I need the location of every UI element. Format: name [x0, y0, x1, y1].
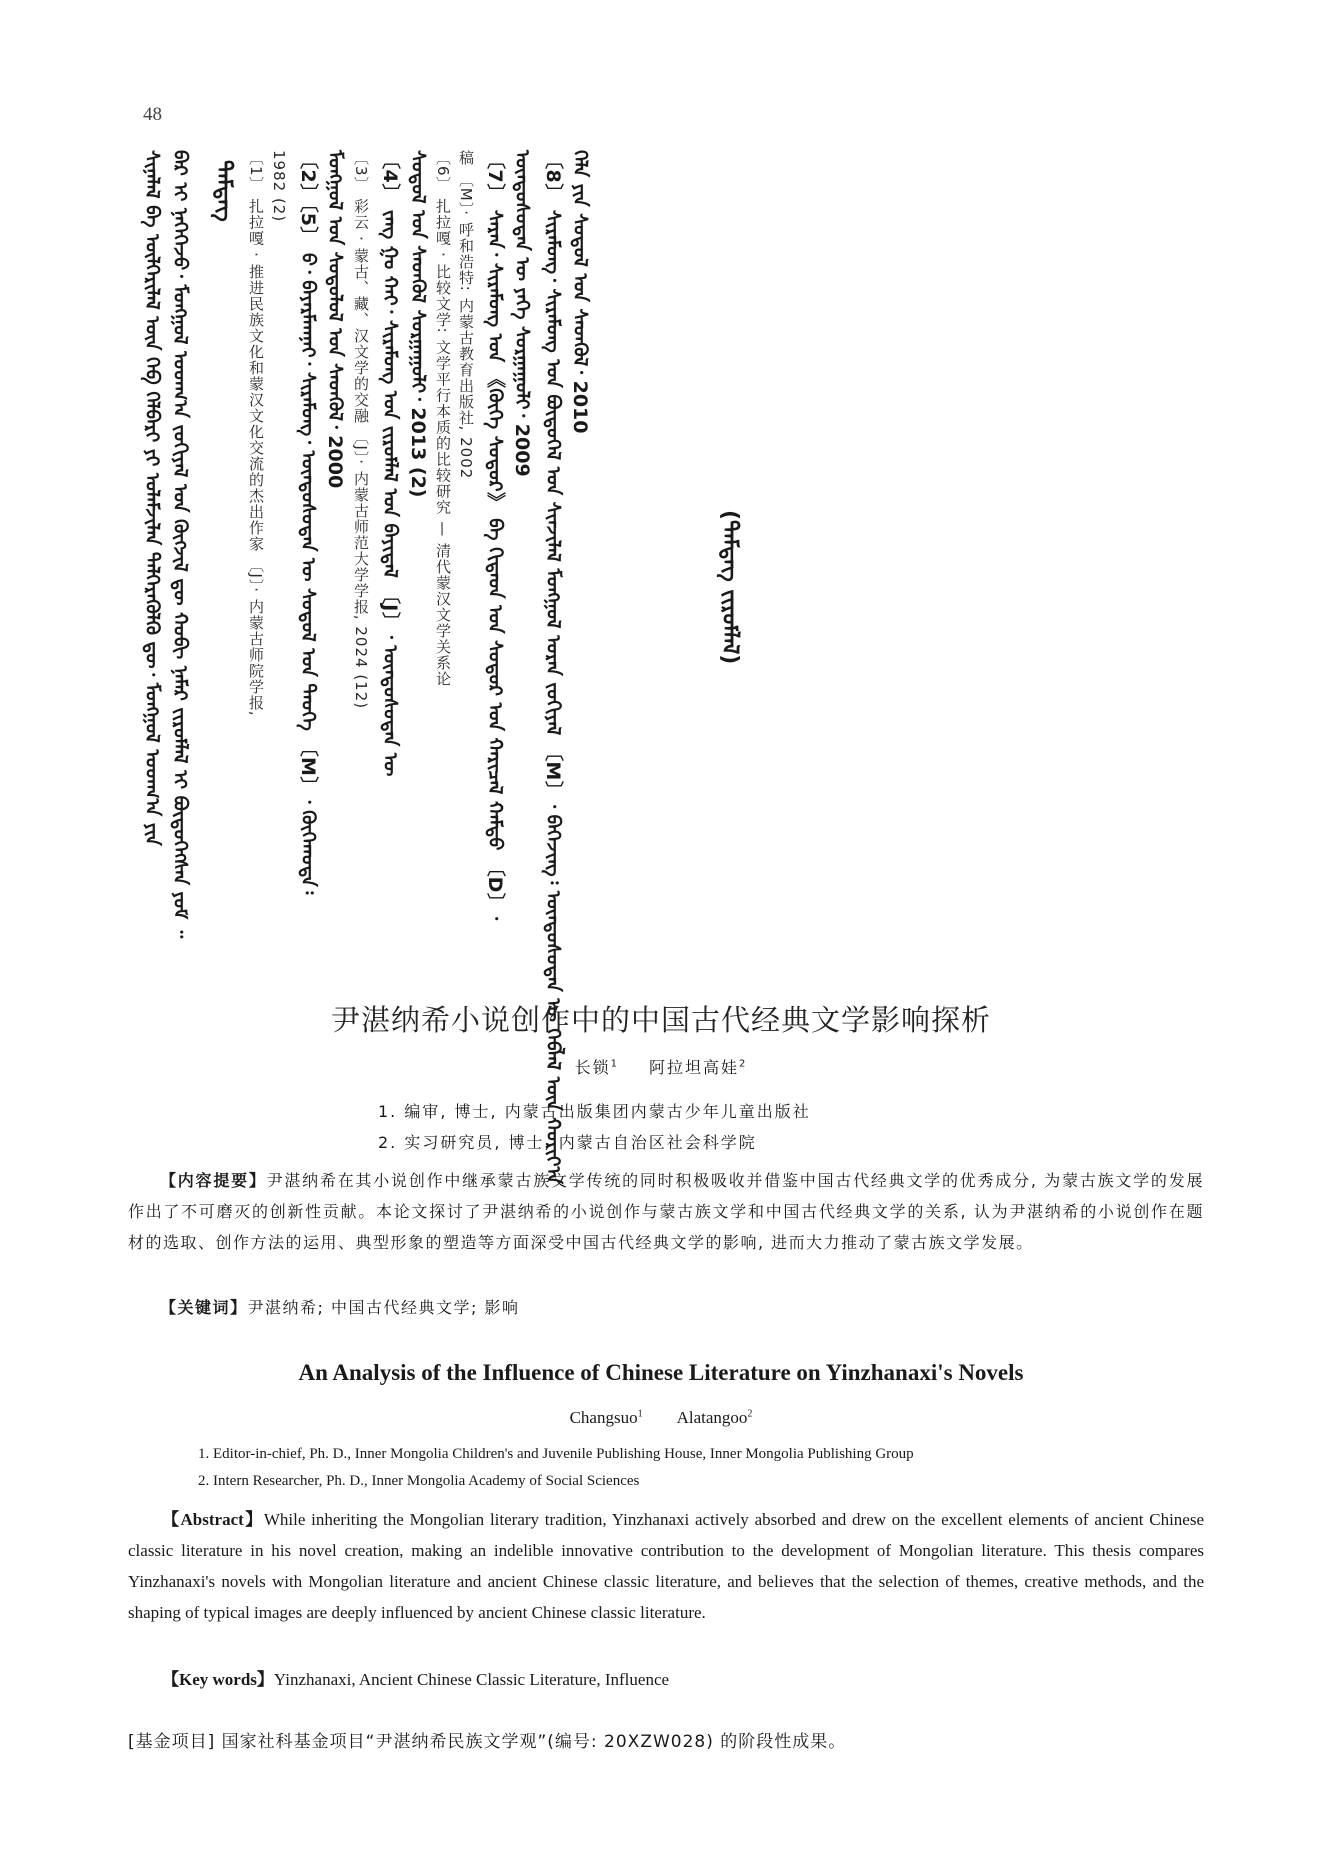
- author-name: Alatangoo: [676, 1408, 748, 1427]
- abstract-text: 尹湛纳希在其小说创作中继承蒙古族文学传统的同时积极吸收并借鉴中国古代经典文学的优秀成分, 为蒙古族文学的发展作出了不可磨灭的创新性贡献。本论文探讨了尹湛纳希的小说创作与蒙古族文学和中国古代经典文学的关系, 认为尹湛纳希的小说创作在题材的选取、创作方法的运用、典型形象的塑造等方面深受中国古代经典文学的影响, 进而大力推动了蒙古族文学发展。: [128, 1171, 1204, 1252]
- reference-line: ᠦᠨᠳᠦᠰᠦᠲᠡᠨ ᠦ ᠶᠡᠬᠡ ᠰᠤᠷᠭᠠᠭᠤᠯᠢ᠂ 2009: [511, 150, 533, 477]
- author-superscript: 1: [610, 1058, 619, 1070]
- reference-7: 〔7〕 ᠰᠠᠷᠠᠨ᠂ ᠰᠢᠷᠠᠮᠤᠩ ᠤᠨ 《ᠬᠥᠬᠡ ᠰᠤᠳᠤᠷ》 ᠪᠠ ᠬᠢᠲᠠᠳ ᠤᠨ ᠰᠤᠳᠤᠷ ᠤᠨ ᠬᠠᠷᠢᠴᠠᠯ ᠬᠠᠮᠲᠤ 〔D〕᠂: [484, 150, 506, 921]
- section-heading-vertical: (ᠲᠡᠮᠳᠡᠭ ᠵᠢᠷᠤᠮᠯᠠᠯ): [717, 510, 742, 665]
- body-text-vertical: ᠰᠢᠨᠡᠯᠡᠯ ᠪᠠ ᠦᠯᠭᠡᠷᠢᠯᠡᠯ ᠦᠨ ᠬᠡᠪ ᠬᠡᠯᠪᠡᠷᠢ ᠶᠢ ᠤᠯᠠᠮᠵᠢᠯᠠᠨ ᠳᠡᠯᠭᠡᠷᠡᠭᠦᠯᠬᠦ ᠳᠦ᠂ ᠮᠣᠩᠭᠣᠯ ᠤᠳᠬ᠎ᠠ ᠶᠢᠨ: [141, 150, 163, 846]
- reference-3: 〔3〕 彩云 · 蒙古、藏、汉文学的交融 〔J〕· 内蒙古师范大学学报, 2024 (12): [352, 150, 370, 710]
- reference-line: 1982 (2): [270, 150, 288, 223]
- reference-2-5: 〔2〕〔5〕 ᠪ᠂ ᠪᠠᠶᠠᠷᠮᠠᠭᠨᠠᠢ᠂ ᠰᠢᠷᠠᠮᠤᠩ᠂ ᠦᠨᠳᠦᠰᠦᠲᠡᠨ ᠦ ᠰᠤᠳᠤᠯ ᠤᠨ ᠲᠡᠦᠬᠡ 〔M〕᠂ ᠬᠥᠬᠡᠬᠣᠲᠠ᠄: [297, 150, 319, 895]
- author-superscript: 2: [747, 1408, 753, 1420]
- english-affiliation: 2. Intern Researcher, Ph. D., Inner Mongolia Academy of Social Sciences: [198, 1473, 640, 1489]
- reference-4: 〔4〕 ᠵᠠᠩ ᠭᠤ ᠬᠠᠢ᠂ ᠰᠢᠷᠠᠮᠤᠩ ᠤᠨ ᠵᠢᠷᠤᠮᠯᠠᠯ ᠤᠨ ᠪᠠᠶᠢᠳᠠᠯ 〔J〕᠂ ᠦᠨᠳᠦᠰᠦᠲᠡᠨ ᠦ: [379, 150, 401, 777]
- author-name: 阿拉坦高娃: [649, 1058, 740, 1077]
- closing-word-vertical: ᠲᠡᠮᠳᠡᠭ: [211, 160, 236, 222]
- abstract-text: While inheriting the Mongolian literary tradition, Yinzhanaxi actively absorbed and drew on the excellent elements of ancient Chinese classic literature in his novel creation, making an indelible innovative contribution to the development of Mongolian literature. This thesis compares Yinzhanaxi's novels with Mongolian literature and ancient Chinese classic literature, and believes that the selection of themes, creative methods, and the shaping of typical images are deeply influenced by ancient Chinese classic literature.: [128, 1510, 1204, 1622]
- fund-note: [基金项目] 国家社科基金项目“尹湛纳希民族文学观”(编号: 20XZW028) 的阶段性成果。: [128, 1732, 847, 1752]
- english-title: An Analysis of the Influence of Chinese Literature on Yinzhanaxi's Novels: [298, 1360, 1024, 1385]
- reference-line: ᠮᠣᠩᠭᠣᠯ ᠤᠨ ᠰᠤᠳᠤᠯᠤᠯ ᠤᠨ ᠰᠡᠳᠭᠦᠯ᠂ 2000: [324, 150, 346, 489]
- author-superscript: 1: [637, 1408, 643, 1420]
- keywords-label: 【Key words】: [162, 1670, 274, 1689]
- body-text-vertical: ᠪᠡᠷ ᠢ ᠨᠡᠭᠡᠭᠡᠵᠦ᠂ ᠮᠣᠩᠭᠣᠯ ᠤᠳᠬ᠎ᠠ ᠵᠣᠬᠢᠶᠠᠯ ᠤᠨ ᠬᠥᠭᠵᠢᠯ ᠳᠦ ᠬᠤᠪᠢ ᠨᠡᠮᠡᠷ ᠵᠢᠷᠤᠮᠯᠠᠯ ᠢ ᠪᠦᠲᠦᠭᠡᠭᠰᠡᠨ ᠶᠤᠮ ᠃: [169, 150, 191, 939]
- abstract-label: 【Abstract】: [162, 1510, 264, 1529]
- reference-line: 稿 〔M〕· 呼和浩特: 内蒙古教育出版社, 2002: [457, 150, 475, 480]
- chinese-affiliation: 2. 实习研究员, 博士, 内蒙古自治区社会科学院: [378, 1133, 757, 1152]
- chinese-title: 尹湛纳希小说创作中的中国古代经典文学影响探析: [330, 1003, 991, 1037]
- reference-line: ᠬᠡᠯᠡ ᠶᠢᠨ ᠰᠤᠳᠤᠯ ᠤᠨ ᠰᠡᠳᠭᠦᠯ᠂ 2010: [569, 150, 591, 434]
- keywords-text: Yinzhanaxi, Ancient Chinese Classic Literature, Influence: [273, 1670, 670, 1689]
- english-keywords: [128, 1665, 669, 1690]
- page-number: 48: [143, 104, 162, 125]
- english-affiliation: 1. Editor-in-chief, Ph. D., Inner Mongolia Children's and Juvenile Publishing House, Inner Mongolia Publishing Group: [198, 1446, 914, 1462]
- chinese-affiliation: 1. 编审, 博士, 内蒙古出版集团内蒙古少年儿童出版社: [378, 1102, 811, 1121]
- reference-8: 〔8〕 ᠰᠢᠷᠠᠮᠤᠩ᠂ ᠰᠢᠷᠠᠮᠤᠩ ᠤᠨ ᠪᠦᠲᠦᠭᠡᠯ ᠤᠨ ᠰᠢᠨᠵᠢᠯᠡᠯ ᠮᠣᠩᠭᠣᠯ ᠤᠷᠠᠨ ᠵᠣᠬᠢᠶᠠᠯ 〔M〕᠂ ᠪᠡᠭᠡᠵᠢᠩ᠄ ᠦᠨᠳᠦᠰᠦᠲᠡᠨ ᠦ ᠬᠡᠪᠯᠡᠯ ᠦᠨ ᠬᠣᠷᠢᠶ᠎ᠠ: [542, 150, 564, 1185]
- abstract-label: 【内容提要】: [160, 1171, 267, 1190]
- keywords-label: 【关键词】: [160, 1298, 248, 1317]
- author-superscript: 2: [739, 1058, 748, 1070]
- reference-6: 〔6〕 扎拉嘎 · 比较文学: 文学平行本质的比较研究 — 清代蒙汉文学关系论: [434, 150, 452, 687]
- chinese-abstract: [128, 1165, 1204, 1258]
- english-abstract: [128, 1504, 1204, 1628]
- reference-1: 〔1〕 扎拉嘎 · 推进民族文化和蒙汉文化交流的杰出作家 〔J〕· 内蒙古师院学报,: [247, 150, 265, 717]
- reference-line: ᠰᠤᠳᠤᠯ ᠤᠨ ᠰᠡᠳᠭᠦᠯ ᠰᠤᠷᠭᠠᠭᠤᠯᠢ᠂ 2013 (2): [407, 150, 429, 498]
- english-authors: [0, 1408, 1322, 1428]
- author-name: Changsuo: [569, 1408, 638, 1427]
- author-name: 长锁: [574, 1058, 611, 1077]
- keywords-text: 尹湛纳希; 中国古代经典文学; 影响: [247, 1298, 520, 1317]
- chinese-authors: [0, 1055, 1322, 1078]
- chinese-keywords: [128, 1295, 519, 1318]
